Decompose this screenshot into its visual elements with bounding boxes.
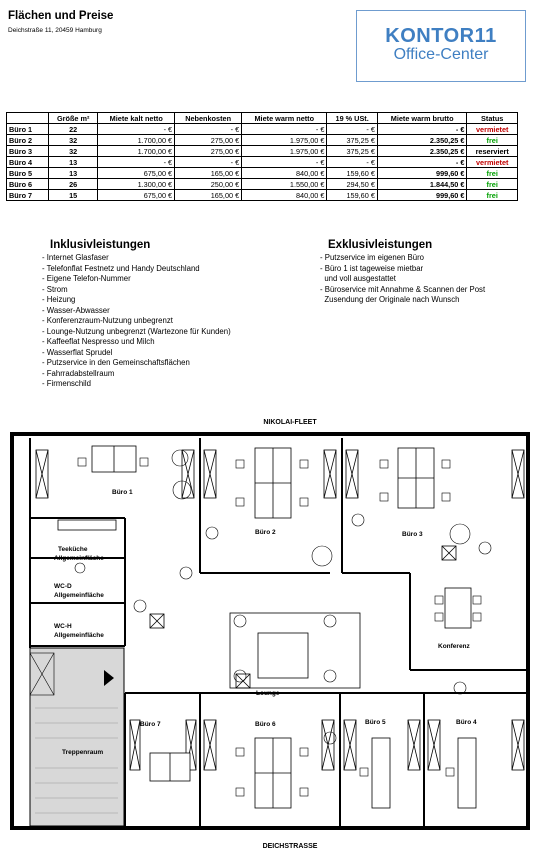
office-name-cell: Büro 6 <box>7 179 49 190</box>
room-label-konferenz: Konferenz <box>438 643 470 650</box>
inclusive-title: Inklusivleistungen <box>50 239 151 251</box>
office-name-cell: Büro 2 <box>7 135 49 146</box>
table-cell: 15 <box>49 190 98 201</box>
table-cell: 675,00 € <box>98 168 175 179</box>
table-cell: 375,25 € <box>327 146 377 157</box>
table-row <box>7 146 518 157</box>
inclusive-item: - Wasser-Abwasser <box>42 306 231 317</box>
table-cell: 159,60 € <box>327 190 377 201</box>
exclusive-list <box>320 253 485 306</box>
table-cell: 13 <box>49 157 98 168</box>
exclusive-services <box>320 238 485 306</box>
table-cell: - € <box>377 124 467 135</box>
table-header: Nebenkosten <box>175 113 242 124</box>
exclusive-item: und voll ausgestattet <box>324 274 396 283</box>
table-cell: - € <box>175 124 242 135</box>
inclusive-item: - Heizung <box>42 295 231 306</box>
inclusive-item: - Wasserflat Sprudel <box>42 348 231 359</box>
table-cell: 294,50 € <box>327 179 377 190</box>
table-header: 19 % USt. <box>327 113 377 124</box>
inclusive-item: - Telefonflat Festnetz und Handy Deutschland <box>42 264 231 275</box>
room-label-teekueche-sub: Allgemeinfläche <box>54 555 104 562</box>
company-logo <box>356 10 526 82</box>
table-header: Status <box>467 113 518 124</box>
status-cell: vermietet <box>467 157 518 168</box>
status-cell: vermietet <box>467 124 518 135</box>
table-row <box>7 190 518 201</box>
table-cell: 1.700,00 € <box>98 146 175 157</box>
inclusive-item: - Konferenzraum-Nutzung unbegrenzt <box>42 316 231 327</box>
room-label-lounge: Lounge <box>256 690 280 697</box>
table-cell: 1.700,00 € <box>98 135 175 146</box>
page-title: Flächen und Preise <box>8 10 114 22</box>
inclusive-item: - Putzservice in den Gemeinschaftsflächen <box>42 358 231 369</box>
street-top-label: NIKOLAI-FLEET <box>263 419 317 426</box>
room-label-treppenraum: Treppenraum <box>62 749 104 756</box>
table-cell: 1.300,00 € <box>98 179 175 190</box>
table-cell: 275,00 € <box>175 135 242 146</box>
office-name-cell: Büro 1 <box>7 124 49 135</box>
floor-plan <box>0 408 540 856</box>
logo-line-1: KONTOR11 <box>385 25 497 47</box>
staircase <box>30 648 124 826</box>
table-cell: - € <box>175 157 242 168</box>
room-label-buero-3: Büro 3 <box>402 531 423 538</box>
table-cell: - € <box>377 157 467 168</box>
table-row <box>7 179 518 190</box>
exclusive-item: - Büroservice mit Annahme & Scannen der Post <box>320 285 485 296</box>
table-cell: 1.844,50 € <box>377 179 467 190</box>
table-cell: - € <box>327 124 377 135</box>
table-cell: 32 <box>49 146 98 157</box>
table-header-row <box>7 113 518 124</box>
status-cell: frei <box>467 168 518 179</box>
inclusive-item: - Fahrradabstellraum <box>42 369 231 380</box>
table-row <box>7 124 518 135</box>
office-name-cell: Büro 5 <box>7 168 49 179</box>
inclusive-item: - Internet Glasfaser <box>42 253 231 264</box>
room-label-wcd: WC-D <box>54 583 72 590</box>
office-name-cell: Büro 7 <box>7 190 49 201</box>
room-label-buero-5: Büro 5 <box>365 719 386 726</box>
street-bottom-label: DEICHSTRASSE <box>262 843 318 850</box>
table-cell: 165,00 € <box>175 190 242 201</box>
table-cell: 2.350,25 € <box>377 135 467 146</box>
room-label-buero-2: Büro 2 <box>255 529 276 536</box>
floor-plan-drawing <box>0 408 540 856</box>
table-cell: - € <box>327 157 377 168</box>
room-label-buero-1: Büro 1 <box>112 489 133 496</box>
room-label-wcd-sub: Allgemeinfläche <box>54 592 104 599</box>
inclusive-services <box>42 238 231 390</box>
table-cell: 840,00 € <box>242 168 327 179</box>
table-cell: 2.350,25 € <box>377 146 467 157</box>
table-cell: 250,00 € <box>175 179 242 190</box>
table-cell: 840,00 € <box>242 190 327 201</box>
table-header <box>7 113 49 124</box>
table-cell: 675,00 € <box>98 190 175 201</box>
table-cell: 375,25 € <box>327 135 377 146</box>
table-header: Miete warm netto <box>242 113 327 124</box>
table-row <box>7 157 518 168</box>
table-header: Miete warm brutto <box>377 113 467 124</box>
table-row <box>7 135 518 146</box>
table-cell: 1.975,00 € <box>242 146 327 157</box>
table-cell: 159,60 € <box>327 168 377 179</box>
table-cell: 26 <box>49 179 98 190</box>
room-label-wch-sub: Allgemeinfläche <box>54 632 104 639</box>
office-name-cell: Büro 3 <box>7 146 49 157</box>
exclusive-item: - Büro 1 ist tageweise mietbar <box>320 264 485 275</box>
table-cell: - € <box>98 124 175 135</box>
table-row <box>7 168 518 179</box>
office-name-cell: Büro 4 <box>7 157 49 168</box>
table-header: Größe m² <box>49 113 98 124</box>
table-cell: 999,60 € <box>377 168 467 179</box>
table-cell: 13 <box>49 168 98 179</box>
inclusive-item: - Firmenschild <box>42 379 231 390</box>
exclusive-item: Zusendung der Originale nach Wunsch <box>324 295 460 304</box>
status-cell: frei <box>467 135 518 146</box>
inclusive-item: - Strom <box>42 285 231 296</box>
inclusive-item: - Eigene Telefon-Nummer <box>42 274 231 285</box>
price-table <box>6 112 518 201</box>
table-cell: - € <box>242 124 327 135</box>
table-cell: - € <box>98 157 175 168</box>
room-label-wch: WC-H <box>54 623 72 630</box>
inclusive-list <box>42 253 231 390</box>
table-cell: 32 <box>49 135 98 146</box>
inclusive-item: - Lounge-Nutzung unbegrenzt (Wartezone für Kunden) <box>42 327 231 338</box>
room-label-buero-4: Büro 4 <box>456 719 477 726</box>
table-cell: 165,00 € <box>175 168 242 179</box>
table-cell: 1.975,00 € <box>242 135 327 146</box>
table-cell: 275,00 € <box>175 146 242 157</box>
table-cell: 22 <box>49 124 98 135</box>
room-label-teekueche: Teeküche <box>58 546 88 553</box>
address: Deichstraße 11, 20459 Hamburg <box>8 27 102 34</box>
status-cell: reserviert <box>467 146 518 157</box>
exclusive-item: - Putzservice im eigenen Büro <box>320 253 485 264</box>
status-cell: frei <box>467 190 518 201</box>
room-label-buero-7: Büro 7 <box>140 721 161 728</box>
logo-line-2: Office-Center <box>393 46 489 63</box>
table-cell: 999,60 € <box>377 190 467 201</box>
table-header: Miete kalt netto <box>98 113 175 124</box>
table-cell: - € <box>242 157 327 168</box>
table-cell: 1.550,00 € <box>242 179 327 190</box>
exclusive-title: Exklusivleistungen <box>328 239 433 251</box>
status-cell: frei <box>467 179 518 190</box>
inclusive-item: - Kaffeeflat Nespresso und Milch <box>42 337 231 348</box>
room-label-buero-6: Büro 6 <box>255 721 276 728</box>
